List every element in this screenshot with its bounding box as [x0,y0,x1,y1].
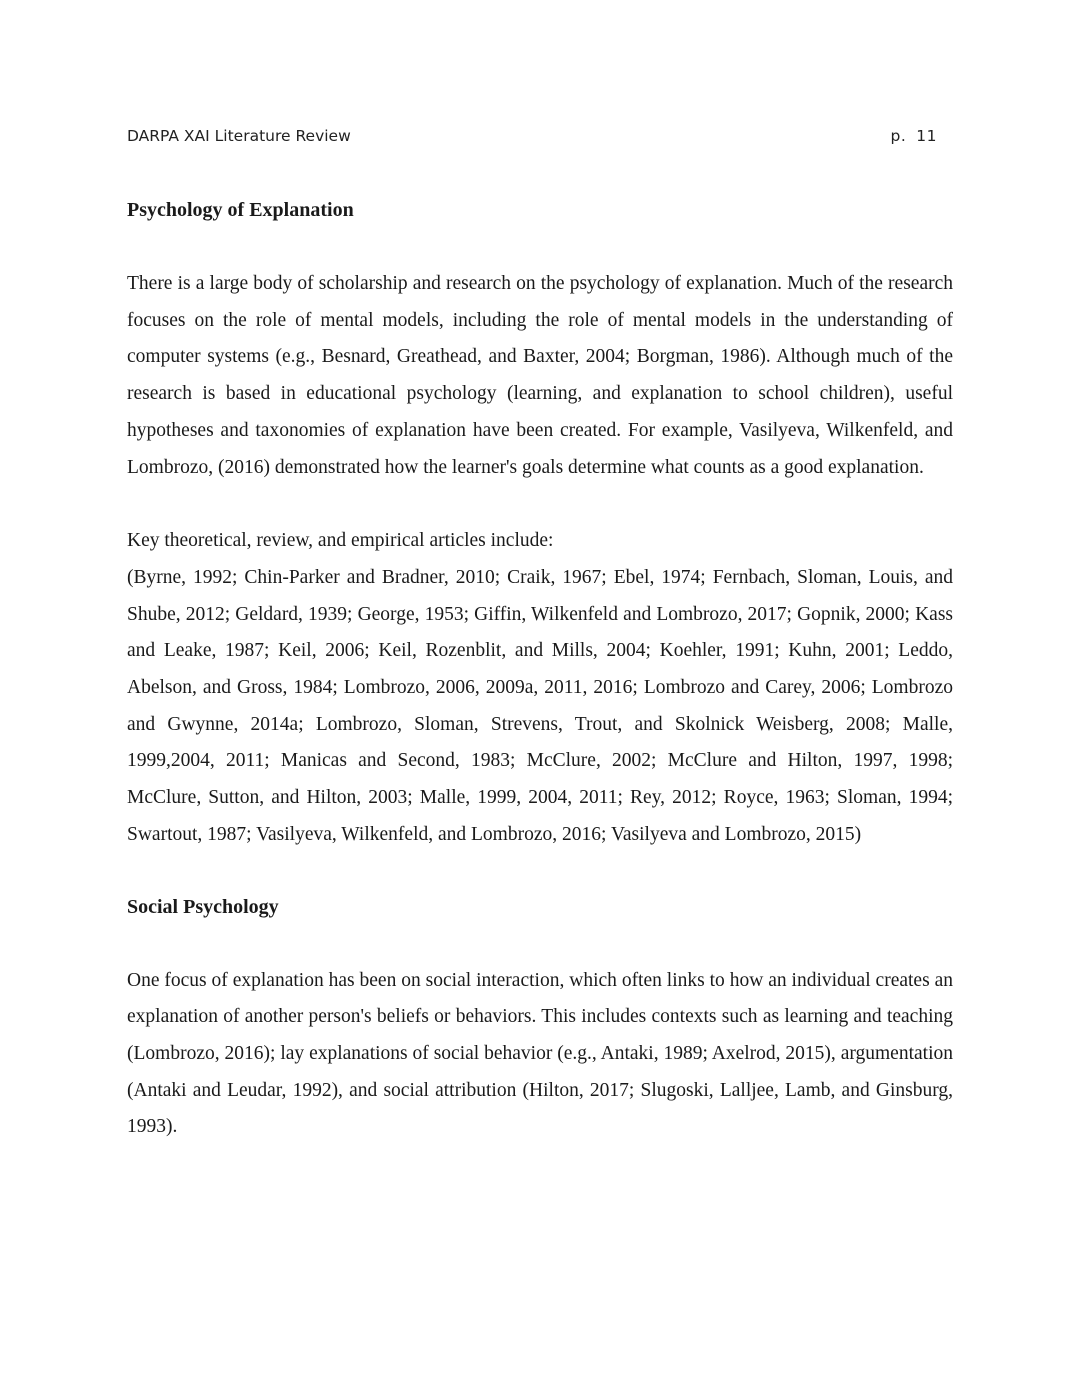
section-heading-psychology-of-explanation: Psychology of Explanation [127,199,354,221]
page-body [127,194,953,1146]
section-heading-social-psychology: Social Psychology [127,895,279,918]
paragraph-key-articles-lead: Key theoretical, review, and empirical articles include: [127,530,554,552]
paragraph-intro: There is a large body of scholarship and research on the psychology of explanation. Much of the research focuses on the role of mental models, including the role of mental models in the understanding of computer systems (e.g., Besnard, Greathead, and Baxter, 2004; Borgman, 1986). Although much of the research is based in educational psychology (learning, and explanation to school children), useful hypotheses and taxonomies of explanation have been created. For example, Vasilyeva, Wilkenfeld, and Lombrozo, (2016) demonstrated how the learner's goals determine what counts as a good explanation. [127,273,953,478]
paragraph-citation-list: (Byrne, 1992; Chin-Parker and Bradner, 2010; Craik, 1967; Ebel, 1974; Fernbach, Sloman, Louis, and Shube, 2012; Geldard, 1939; George, 1953; Giffin, Wilkenfeld and Lombrozo, 2017; Gopnik, 2000; Kass and Leake, 1987; Keil, 2006; Keil, Rozenblit, and Mills, 2004; Koehler, 1991; Kuhn, 2001; Leddo, Abelson, and Gross, 1984; Lombrozo, 2006, 2009a, 2011, 2016; Lombrozo and Carey, 2006; Lombrozo and Gwynne, 2014a; Lombrozo, Sloman, Strevens, Trout, and Skolnick Weisberg, 2008; Malle, 1999,2004, 2011; Manicas and Second, 1983; McClure, 2002; McClure and Hilton, 1997, 1998; McClure, Sutton, and Hilton, 2003; Malle, 1999, 2004, 2011; Rey, 2012; Royce, 1963; Sloman, 1994; Swartout, 1987; Vasilyeva, Wilkenfeld, and Lombrozo, 2016; Vasilyeva and Lombrozo, 2015) [127,566,953,845]
paragraph-social-psychology: One focus of explanation has been on social interaction, which often links to how an individual creates an explanation of another person's beliefs or behaviors. This includes contexts such as learning and teaching (Lombrozo, 2016); lay explanations of social behavior (e.g., Antaki, 1989; Axelrod, 2015), argumentation (Antaki and Leudar, 1992), and social attribution (Hilton, 2017; Slugoski, Lalljee, Lamb, and Ginsburg, 1993). [127,969,953,1138]
page-label: p. [890,127,907,145]
document-title: DARPA XAI Literature Review [127,127,351,145]
page-number: 11 [916,127,937,145]
running-header [127,127,937,151]
page-number-label [890,127,937,145]
